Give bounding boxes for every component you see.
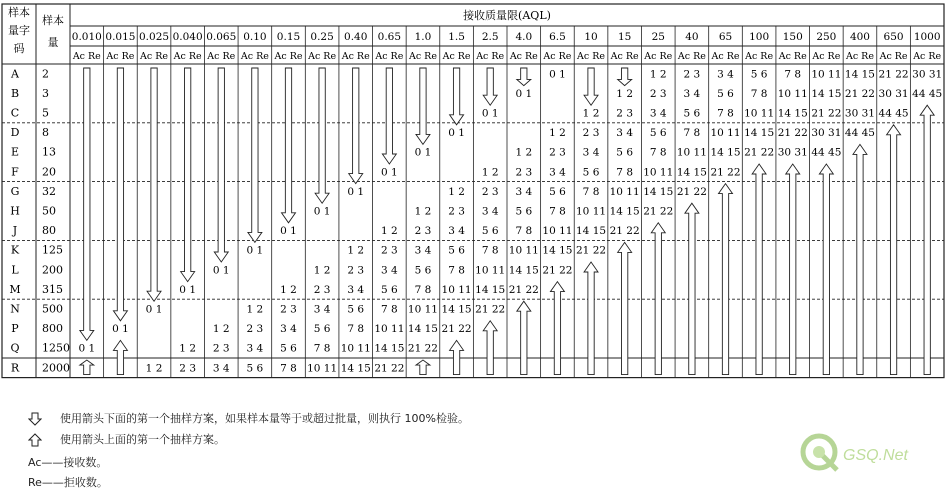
down-arrow-icon [483, 68, 497, 105]
down-arrow-icon [517, 68, 531, 86]
ac-re-header: Ac Re [543, 51, 572, 62]
ac-re-cell: 0 1 [549, 68, 566, 81]
up-arrow-icon [517, 301, 531, 374]
up-arrow-icon [920, 105, 934, 374]
aql-400: 400 [849, 31, 870, 43]
ac-re-cell: 10 11 [340, 342, 371, 355]
ac-re-cell: 10 11 [710, 127, 741, 140]
aql-0.065: 0.065 [206, 31, 237, 43]
ac-re-cell: 0 1 [481, 107, 499, 120]
sample-code: N [10, 302, 20, 316]
ac-re-cell: 1 2 [616, 87, 634, 100]
ac-re-cell: 2 3 [179, 362, 197, 375]
ac-re-cell: 2 3 [380, 244, 398, 257]
sample-code: C [10, 106, 20, 120]
ac-re-cell: 5 6 [280, 342, 297, 355]
ac-re-cell: 14 15 [441, 303, 472, 316]
ac-re-cell: 7 8 [616, 166, 634, 179]
ac-re-cell: 5 6 [448, 244, 465, 257]
ac-re-cell: 7 8 [280, 362, 297, 375]
aql-250: 250 [816, 31, 837, 43]
ac-re-cell: 10 11 [508, 244, 539, 257]
ac-re-cell: 10 11 [542, 225, 573, 238]
ac-re-cell: 44 45 [878, 107, 909, 120]
sample-size: 2000 [42, 361, 70, 375]
ac-re-header: Ac Re [240, 51, 269, 62]
ac-re-cell: 1 2 [313, 264, 331, 277]
ac-re-cell: 3 4 [212, 362, 230, 375]
ac-re-cell: 1 2 [347, 244, 365, 257]
ac-re-cell: 30 31 [912, 68, 943, 81]
ac-re-header: Ac Re [879, 51, 908, 62]
up-arrow-icon [483, 321, 497, 375]
ac-re-cell: 30 31 [844, 107, 875, 120]
legend-up-text: 使用箭头上面的第一个抽样方案。 [60, 433, 225, 446]
ac-re-cell: 30 31 [811, 127, 842, 140]
aql-1000: 1000 [913, 31, 941, 43]
ac-re-cell: 0 1 [515, 87, 533, 100]
up-arrow-icon [28, 433, 42, 447]
ac-re-cell: 21 22 [441, 323, 472, 336]
ac-re-cell: 14 15 [811, 87, 842, 100]
ac-re-cell: 1 2 [179, 342, 197, 355]
ac-re-cell: 0 1 [380, 166, 398, 179]
ac-re-cell: 14 15 [777, 107, 808, 120]
ac-re-cell: 1 2 [145, 362, 163, 375]
up-arrow-icon [80, 360, 94, 375]
ac-re-cell: 10 11 [676, 146, 707, 159]
ac-re-cell: 7 8 [549, 205, 566, 218]
legend-re-text: 拒收数。 [63, 476, 108, 489]
ac-re-cell: 10 11 [643, 166, 674, 179]
ac-re-cell: 10 11 [777, 87, 808, 100]
sample-size: 315 [42, 282, 63, 296]
sample-size: 32 [42, 184, 56, 198]
ac-re-cell: 21 22 [374, 362, 405, 375]
aql-100: 100 [749, 31, 770, 43]
ac-re-cell: 1 2 [481, 166, 499, 179]
ac-re-cell: 14 15 [676, 166, 707, 179]
ac-re-cell: 10 11 [811, 68, 842, 81]
ac-re-cell: 1 2 [582, 107, 600, 120]
aql-0.65: 0.65 [377, 31, 402, 43]
up-arrow-icon [819, 164, 833, 375]
sample-code: L [11, 263, 19, 277]
ac-re-header: Ac Re [408, 51, 437, 62]
ac-re-cell: 21 22 [777, 127, 808, 140]
ac-re-cell: 21 22 [407, 342, 438, 355]
aql-0.015: 0.015 [105, 31, 136, 43]
aql-0.25: 0.25 [310, 31, 334, 43]
aql-0.10: 0.10 [243, 31, 267, 43]
ac-re-cell: 1 2 [380, 225, 398, 238]
ac-re-cell: 2 3 [582, 127, 600, 140]
ac-re-cell: 0 1 [414, 146, 432, 159]
ac-re-cell: 1 2 [515, 146, 533, 159]
legend-ac-text: 接收数。 [63, 456, 108, 469]
aql-0.040: 0.040 [172, 31, 203, 43]
ac-re-header: Ac Re [375, 51, 404, 62]
down-arrow-icon [416, 68, 430, 144]
ac-re-cell: 14 15 [744, 127, 775, 140]
legend-down [28, 412, 469, 426]
ac-re-cell: 30 31 [878, 87, 909, 100]
ac-re-cell: 0 1 [212, 264, 230, 277]
ac-re-cell: 0 1 [313, 205, 331, 218]
ac-re-cell: 10 11 [407, 303, 438, 316]
ac-re-cell: 21 22 [508, 283, 539, 296]
ac-re-cell: 0 1 [448, 127, 465, 140]
ac-re-cell: 7 8 [448, 264, 465, 277]
aql-0.15: 0.15 [276, 31, 301, 43]
legend-ac: Ac——接收数。 [28, 456, 108, 469]
ac-re-cell: 14 15 [576, 225, 607, 238]
ac-re-cell: 0 1 [246, 244, 264, 257]
ac-re-header: Ac Re [610, 51, 639, 62]
ac-re-cell: 44 45 [811, 146, 842, 159]
ac-re-cell: 2 3 [481, 185, 499, 198]
ac-re-cell: 2 3 [280, 303, 297, 316]
sample-size: 800 [42, 322, 63, 336]
ac-re-cell: 21 22 [576, 244, 607, 257]
ac-re-cell: 7 8 [515, 225, 533, 238]
down-arrow-icon [28, 412, 42, 426]
ac-re-cell: 1 2 [280, 283, 297, 296]
ac-re-cell: 2 3 [549, 146, 566, 159]
ac-re-header: Ac Re [341, 51, 370, 62]
ac-re-header: Ac Re [509, 51, 538, 62]
ac-re-cell: 7 8 [313, 342, 331, 355]
down-arrow-icon [181, 68, 195, 282]
ac-re-cell: 14 15 [609, 205, 640, 218]
ac-re-header: Ac Re [644, 51, 673, 62]
ac-re-cell: 3 4 [481, 205, 499, 218]
ac-re-cell: 2 3 [683, 68, 701, 81]
ac-re-cell: 7 8 [784, 68, 802, 81]
ac-re-cell: 2 3 [448, 205, 465, 218]
header-sample-size: 样本量 [42, 14, 64, 49]
ac-re-cell: 21 22 [710, 166, 741, 179]
sample-size: 500 [42, 302, 63, 316]
ac-re-cell: 5 6 [549, 185, 566, 198]
ac-re-cell: 1 2 [414, 205, 432, 218]
aql-15: 15 [617, 31, 632, 43]
sample-code: J [12, 224, 18, 238]
ac-re-header: Ac Re [778, 51, 807, 62]
sample-code: Q [10, 341, 20, 355]
up-arrow-icon [786, 164, 800, 375]
ac-re-cell: 3 4 [683, 87, 701, 100]
sample-code: G [10, 184, 20, 198]
ac-re-cell: 5 6 [717, 87, 734, 100]
ac-re-cell: 7 8 [481, 244, 499, 257]
ac-re-cell: 14 15 [844, 68, 875, 81]
sample-size: 13 [42, 145, 56, 159]
ac-re-header: Ac Re [207, 51, 236, 62]
ac-re-cell: 5 6 [380, 283, 398, 296]
ac-re-header: Ac Re [677, 51, 706, 62]
ac-re-cell: 44 45 [844, 127, 875, 140]
ac-re-cell: 2 3 [616, 107, 634, 120]
ac-re-cell: 7 8 [649, 146, 667, 159]
aql-1.5: 1.5 [448, 31, 465, 43]
ac-re-cell: 2 3 [649, 87, 667, 100]
down-arrow-icon [147, 68, 161, 301]
aql-10: 10 [584, 31, 598, 43]
ac-re-cell: 10 11 [744, 107, 775, 120]
ac-re-header: Ac Re [72, 51, 101, 62]
aql-40: 40 [685, 31, 699, 43]
sample-size: 80 [42, 224, 56, 238]
up-arrow-icon [719, 184, 733, 375]
ac-re-cell: 21 22 [609, 225, 640, 238]
ac-re-cell: 14 15 [475, 283, 506, 296]
ac-re-cell: 5 6 [481, 225, 499, 238]
sample-code: K [10, 243, 20, 257]
down-arrow-icon [618, 68, 632, 86]
ac-re-header: Ac Re [308, 51, 337, 62]
ac-re-cell: 5 6 [515, 205, 533, 218]
ac-re-cell: 1 2 [246, 303, 264, 316]
ac-re-cell: 30 31 [777, 146, 808, 159]
ac-re-cell: 2 3 [212, 342, 230, 355]
ac-re-cell: 3 4 [448, 225, 465, 238]
ac-re-cell: 7 8 [582, 185, 600, 198]
up-arrow-icon [618, 242, 632, 374]
legend-up [28, 433, 225, 447]
sample-code: E [10, 145, 20, 159]
ac-re-cell: 21 22 [676, 185, 707, 198]
ac-re-cell: 3 4 [280, 323, 297, 336]
ac-re-cell: 2 3 [246, 323, 264, 336]
ac-re-header: Ac Re [106, 51, 135, 62]
ac-re-cell: 14 15 [374, 342, 405, 355]
sample-size: 50 [42, 204, 56, 218]
up-arrow-icon [887, 125, 901, 375]
ac-re-cell: 3 4 [649, 107, 667, 120]
ac-re-cell: 14 15 [643, 185, 674, 198]
ac-re-cell: 5 6 [616, 146, 634, 159]
sample-size: 2 [42, 67, 49, 81]
ac-re-cell: 21 22 [643, 205, 674, 218]
ac-re-cell: 7 8 [750, 87, 768, 100]
sample-size: 125 [42, 243, 63, 257]
aql-25: 25 [651, 31, 665, 43]
ac-re-cell: 10 11 [609, 185, 640, 198]
ac-re-cell: 14 15 [542, 244, 573, 257]
ac-re-cell: 10 11 [475, 264, 506, 277]
ac-re-cell: 0 1 [179, 283, 197, 296]
sample-code: H [10, 204, 20, 218]
sample-size: 20 [42, 165, 56, 179]
legend-ac-label: Ac [28, 456, 42, 469]
ac-re-cell: 2 3 [414, 225, 432, 238]
ac-re-cell: 0 1 [347, 185, 365, 198]
legend-down-text: 使用箭头下面的第一个抽样方案，如果样本量等于或超过批量，则执行 100%检验。 [60, 412, 469, 425]
ac-re-cell: 10 11 [576, 205, 607, 218]
down-arrow-icon [382, 68, 396, 164]
aql-150: 150 [782, 31, 803, 43]
sample-size: 1250 [42, 341, 70, 355]
up-arrow-icon [685, 203, 699, 374]
ac-re-cell: 7 8 [380, 303, 398, 316]
ac-re-cell: 5 6 [414, 264, 432, 277]
sample-size: 5 [42, 106, 49, 120]
aql-65: 65 [718, 31, 733, 43]
ac-re-header: Ac Re [913, 51, 942, 62]
ac-re-cell: 14 15 [407, 323, 438, 336]
header-code: 样本量字码 [8, 6, 30, 55]
aql-2.5: 2.5 [481, 31, 499, 43]
aql-1.0: 1.0 [414, 31, 432, 43]
ac-re-cell: 0 1 [280, 225, 297, 238]
ac-re-cell: 1 2 [549, 127, 566, 140]
ac-re-cell: 21 22 [542, 264, 573, 277]
sample-code: M [9, 282, 21, 296]
aql-0.40: 0.40 [344, 31, 368, 43]
ac-re-cell: 21 22 [844, 87, 875, 100]
ac-re-cell: 10 11 [441, 283, 472, 296]
ac-re-cell: 14 15 [508, 264, 539, 277]
down-arrow-icon [282, 68, 296, 223]
sample-size: 3 [42, 86, 49, 100]
ac-re-cell: 2 3 [313, 283, 331, 296]
down-arrow-icon [80, 68, 94, 340]
ac-re-header: Ac Re [845, 51, 874, 62]
watermark-text: GSQ.Net [843, 447, 908, 464]
ac-re-cell: 5 6 [582, 166, 600, 179]
ac-re-cell: 5 6 [246, 362, 264, 375]
down-arrow-icon [248, 68, 262, 242]
ac-re-cell: 14 15 [340, 362, 371, 375]
ac-re-cell: 3 4 [380, 264, 398, 277]
ac-re-cell: 3 4 [582, 146, 600, 159]
ac-re-cell: 21 22 [475, 303, 506, 316]
ac-re-cell: 3 4 [717, 68, 734, 81]
ac-re-cell: 5 6 [347, 303, 365, 316]
ac-re-cell: 44 45 [912, 87, 943, 100]
ac-re-cell: 5 6 [750, 68, 768, 81]
sample-size: 8 [42, 126, 49, 140]
down-arrow-icon [584, 68, 598, 105]
ac-re-header: Ac Re [812, 51, 841, 62]
ac-re-cell: 0 1 [112, 323, 129, 336]
ac-re-cell: 3 4 [616, 127, 634, 140]
ac-re-cell: 7 8 [414, 283, 432, 296]
up-arrow-icon [416, 360, 430, 375]
up-arrow-icon [853, 144, 867, 374]
ac-re-cell: 2 3 [515, 166, 533, 179]
legend-re: Re——拒收数。 [28, 476, 108, 489]
sample-code: B [10, 86, 20, 100]
ac-re-cell: 1 2 [649, 68, 667, 81]
ac-re-header: Ac Re [577, 51, 606, 62]
down-arrow-icon [349, 68, 363, 184]
ac-re-cell: 3 4 [515, 185, 533, 198]
sample-size: 200 [42, 263, 63, 277]
ac-re-cell: 3 4 [414, 244, 432, 257]
legend-re-label: Re [28, 476, 42, 489]
up-arrow-icon [550, 282, 564, 375]
aql-6.5: 6.5 [549, 31, 566, 43]
down-arrow-icon [315, 68, 329, 203]
ac-re-cell: 10 11 [307, 362, 338, 375]
ac-re-cell: 14 15 [710, 146, 741, 159]
sample-code: A [11, 67, 19, 81]
ac-re-header: Ac Re [745, 51, 774, 62]
ac-re-cell: 10 11 [374, 323, 405, 336]
down-arrow-icon [450, 68, 464, 125]
sample-code: F [11, 165, 19, 179]
ac-re-cell: 7 8 [347, 323, 365, 336]
ac-re-cell: 21 22 [744, 146, 775, 159]
ac-re-cell: 0 1 [78, 342, 96, 355]
ac-re-cell: 7 8 [683, 127, 701, 140]
header-aql-group: 接收质量限(AQL) [463, 9, 551, 22]
aql-650: 650 [883, 31, 904, 43]
ac-re-cell: 0 1 [145, 303, 163, 316]
ac-re-header: Ac Re [711, 51, 740, 62]
up-arrow-icon [651, 223, 665, 375]
up-arrow-icon [752, 164, 766, 375]
ac-re-header: Ac Re [274, 51, 303, 62]
down-arrow-icon [113, 68, 127, 321]
ac-re-header: Ac Re [173, 51, 202, 62]
ac-re-cell: 5 6 [649, 127, 667, 140]
aql-0.025: 0.025 [139, 31, 170, 43]
ac-re-cell: 21 22 [811, 107, 842, 120]
ac-re-cell: 3 4 [246, 342, 264, 355]
ac-re-cell: 1 2 [212, 323, 230, 336]
ac-re-cell: 3 4 [549, 166, 566, 179]
aql-4.0: 4.0 [515, 31, 533, 43]
ac-re-cell: 1 2 [448, 185, 465, 198]
ac-re-cell: 21 22 [878, 68, 909, 81]
ac-re-header: Ac Re [442, 51, 471, 62]
aql-0.010: 0.010 [71, 31, 102, 43]
ac-re-cell: 7 8 [717, 107, 734, 120]
ac-re-header: Ac Re [140, 51, 169, 62]
ac-re-header: Ac Re [476, 51, 505, 62]
sample-code: P [11, 322, 19, 336]
ac-re-cell: 2 3 [347, 264, 365, 277]
sample-code: D [10, 126, 20, 140]
sample-code: R [10, 361, 20, 375]
watermark-logo [797, 428, 927, 480]
ac-re-cell: 5 6 [313, 323, 331, 336]
ac-re-cell: 5 6 [683, 107, 701, 120]
down-arrow-icon [214, 68, 228, 262]
ac-re-cell: 3 4 [313, 303, 331, 316]
ac-re-cell: 3 4 [347, 283, 365, 296]
